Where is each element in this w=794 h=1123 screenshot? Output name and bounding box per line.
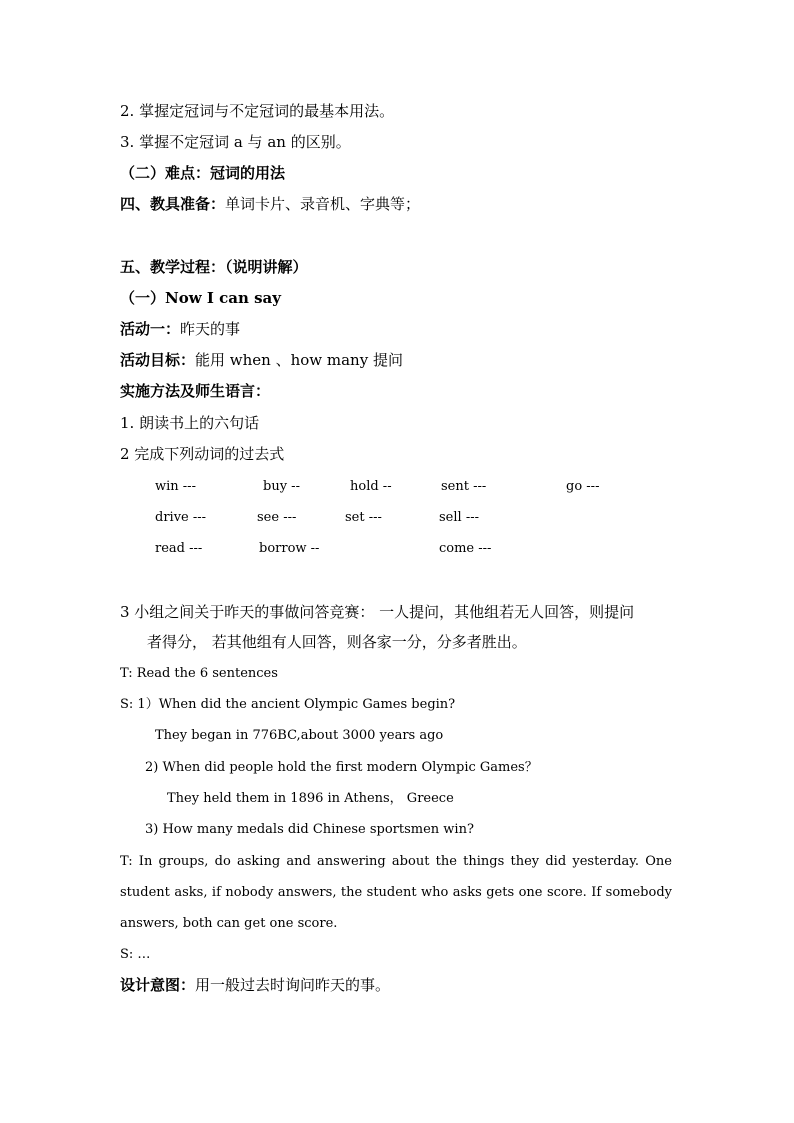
verb-see: see --- [257,510,297,525]
goal-label: 活动目标： [120,351,196,369]
tools-label: 四、教具准备： [120,195,226,213]
section-heading: （一）Now I can say [120,289,281,307]
verb-read: read --- [155,541,203,556]
intent-text: 用一般过去时询问昨天的事。 [195,976,391,994]
goal-line [120,350,403,370]
goal-text: 能用 when 、how many 提问 [195,351,403,369]
verb-sell: sell --- [439,510,479,525]
verb-come: come --- [439,541,492,556]
student-line-2: S: … [120,947,151,962]
verb-hold: hold -- [350,479,392,494]
activity-line [120,319,240,339]
step-3-line2: 者得分， 若其他组有人回答，则各家一分，分多者胜出。 [147,633,527,651]
answer-1: They began in 776BC,about 3000 years ago [155,728,444,743]
question-2: 2) When did people hold the first modern Olympic Games？ [145,760,538,775]
activity-label: 活动一： [120,320,181,338]
teacher-line-2: T: In groups, do asking and answering about the things they did yesterday. One student asks, if nobody answers, the student who asks gets one score. If somebody answers, both can get one score. [120,854,672,931]
verb-win: win --- [155,479,196,494]
verb-sent: sent --- [441,479,487,494]
activity-text: 昨天的事 [180,320,241,338]
objective-2: 2. 掌握定冠词与不定冠词的最基本用法。 [120,102,395,120]
question-3: 3) How many medals did Chinese sportsmen win? [145,822,474,837]
process-heading: 五、教学过程：（说明讲解） [120,258,308,276]
step-1: 1. 朗读书上的六句话 [120,414,260,432]
step-3-line1: 3 小组之间关于昨天的事做问答竞赛： 一人提问，其他组若无人回答，则提问 [120,603,635,621]
tools-text: 单词卡片、录音机、字典等； [225,195,421,213]
verb-drive: drive --- [155,510,207,525]
student-line-1: S: 1）When did the ancient Olympic Games begin? [120,697,456,712]
teacher-line-1: T: Read the 6 sentences [120,666,278,681]
verb-borrow: borrow -- [259,541,320,556]
objective-3: 3. 掌握不定冠词 a 与 an 的区别。 [120,133,351,151]
step-2: 2 完成下列动词的过去式 [120,445,285,463]
verb-set: set --- [345,510,382,525]
verb-buy: buy -- [263,479,300,494]
verb-go: go --- [566,479,600,494]
tools-line [120,194,420,214]
method-heading: 实施方法及师生语言： [120,382,271,400]
intent-label: 设计意图： [120,976,196,994]
answer-2: They held them in 1896 in Athens， Greece [167,791,454,806]
difficulty-heading: （二）难点：冠词的用法 [120,164,286,182]
intent-line [120,975,390,995]
